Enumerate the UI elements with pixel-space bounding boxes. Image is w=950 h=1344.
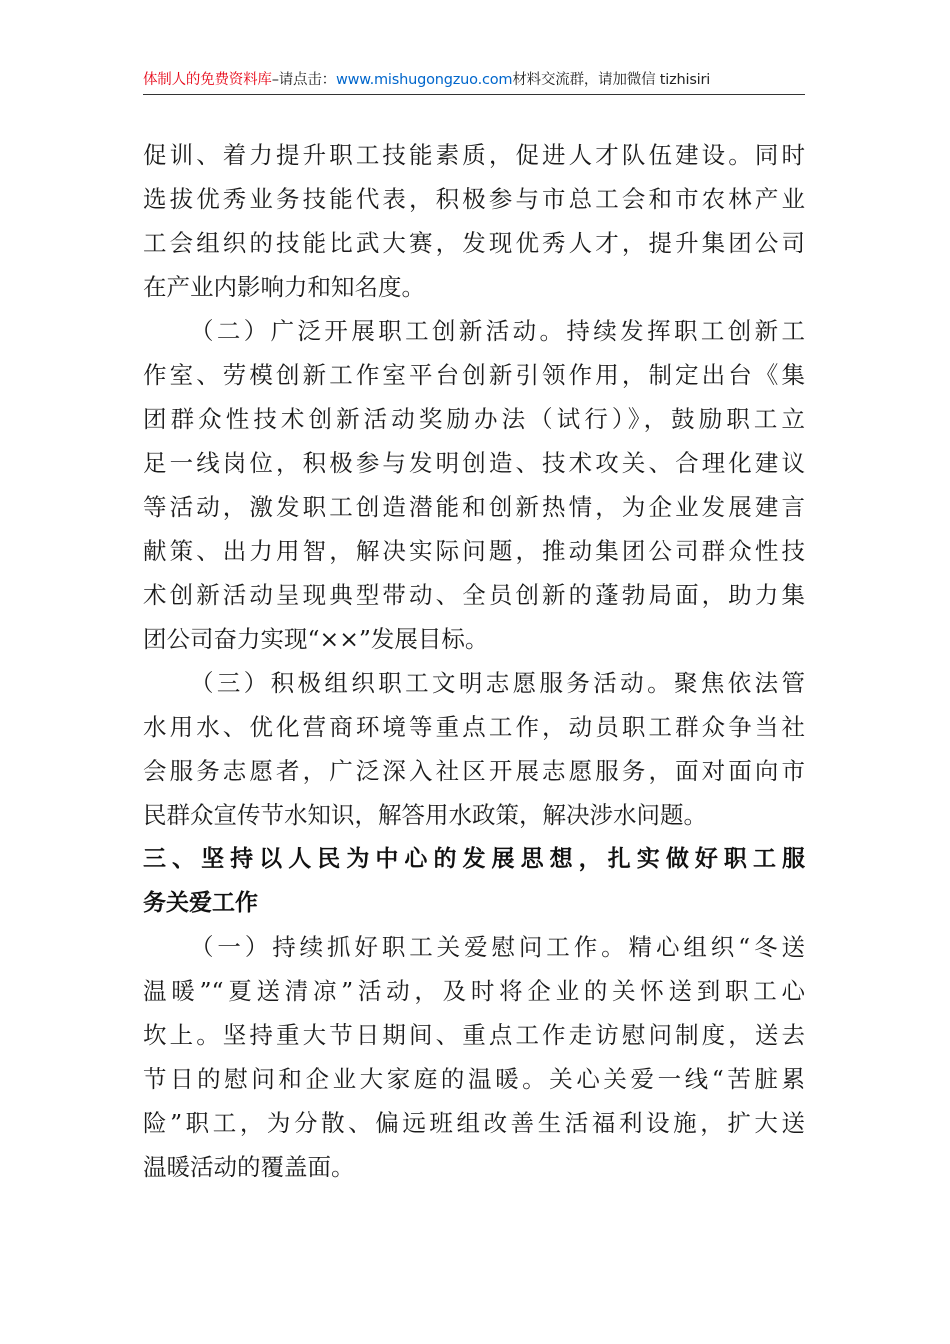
body-line: 术创新活动呈现典型带动、全员创新的蓬勃局面，助力集 [143,581,805,609]
body-line: 水用水、优化营商环境等重点工作，动员职工群众争当社 [143,713,805,741]
body-line: 民群众宣传节水知识，解答用水政策，解决涉水问题。 [143,801,707,829]
header-url-link[interactable]: www.mishugongzuo.com [335,72,513,88]
section-heading: 三、坚持以人民为中心的发展思想，扎实做好职工服 [143,846,805,872]
body-line: 坎上。坚持重大节日期间、重点工作走访慰问制度，送去 [143,1021,805,1049]
body-line: 险”职工，为分散、偏远班组改善生活福利设施，扩大送 [143,1109,805,1137]
header-prompt: –请点击： [271,72,336,88]
body-line: （一）持续抓好职工关爱慰问工作。精心组织“冬送 [190,933,805,961]
header-contact: 材料交流群，请加微信 tizhisiri [512,72,711,88]
body-line: 作室、劳模创新工作室平台创新引领作用，制定出台《集 [143,361,805,389]
body-line: 足一线岗位，积极参与发明创造、技术攻关、合理化建议 [143,449,805,477]
page-header [143,66,805,95]
body-line: 温暖”“夏送清凉”活动，及时将企业的关怀送到职工心 [143,977,805,1005]
body-line: 团群众性技术创新活动奖励办法（试行）》，鼓励职工立 [143,405,805,433]
body-line: 团公司奋力实现“××”发展目标。 [143,625,489,653]
body-line: 选拔优秀业务技能代表，积极参与市总工会和市农林产业 [143,185,805,213]
body-line: （三）积极组织职工文明志愿服务活动。聚焦依法管 [190,669,805,697]
body-line: 献策、出力用智，解决实际问题，推动集团公司群众性技 [143,537,805,565]
body-line: 在产业内影响力和知名度。 [143,273,425,301]
body-line: 等活动，激发职工创造潜能和创新热情，为企业发展建言 [143,493,805,521]
body-line: 工会组织的技能比武大赛，发现优秀人才，提升集团公司 [143,229,805,257]
header-brand: 体制人的免费资料库 [143,72,272,88]
body-line: 会服务志愿者，广泛深入社区开展志愿服务，面对面向市 [143,757,805,785]
body-line: 温暖活动的覆盖面。 [143,1153,355,1181]
body-line: 节日的慰问和企业大家庭的温暖。关心关爱一线“苦脏累 [143,1065,805,1093]
body-line: （二）广泛开展职工创新活动。持续发挥职工创新工 [190,317,805,345]
section-heading: 务关爱工作 [143,890,258,916]
body-line: 促训、着力提升职工技能素质，促进人才队伍建设。同时 [143,141,805,169]
